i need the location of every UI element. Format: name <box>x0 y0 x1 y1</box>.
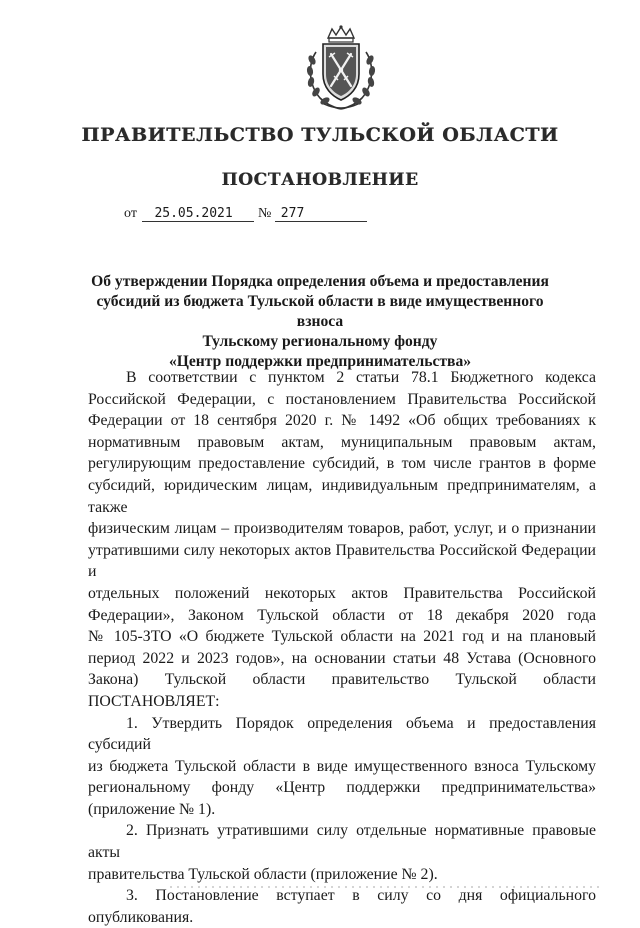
subject-line: «Центр поддержки предпринимательства» <box>168 353 472 370</box>
preamble-line: нормативным правовым актам, муниципальным правовым актам, <box>88 433 596 451</box>
preamble-line: Российской Федерации, с постановлением Правительства Российской <box>88 390 596 408</box>
document-date: 25.05.2021 <box>142 206 254 222</box>
preamble-line: Закона) Тульской области правительство Тульской области <box>88 671 596 689</box>
resolves-line: ПОСТАНОВЛЯЕТ: <box>88 692 220 710</box>
scan-artifact-divider <box>170 884 600 890</box>
document-number: 277 <box>275 206 367 222</box>
organization-title: ПРАВИТЕЛЬСТВО ТУЛЬСКОЙ ОБЛАСТИ <box>81 124 559 146</box>
preamble-line: Федерации от 18 сентября 2020 г. № 1492 «Об общих требованиях к <box>88 412 596 430</box>
item-2-line: правительства Тульской области (приложение № 2). <box>88 865 438 883</box>
item-2-line: 2. Признать утратившими силу отдельные нормативные правовые акты <box>88 822 596 862</box>
preamble-line: регулирующим предоставление субсидий, в том числе грантов в форме <box>88 455 596 473</box>
preamble-line: субсидий, юридическим лицам, индивидуальным предпринимателям, а также <box>88 476 596 516</box>
item-1-line: (приложение № 1). <box>88 800 216 818</box>
subject-line: субсидий из бюджета Тульской области в виде имущественного взноса <box>96 293 544 330</box>
item-1-line: из бюджета Тульской области в виде имущественного взноса Тульскому <box>88 757 596 775</box>
preamble-line: В соответствии с пунктом 2 статьи 78.1 Бюджетного кодекса <box>126 369 596 386</box>
subject-line: Тульскому региональному фонду <box>202 333 438 350</box>
preamble-line: период 2022 и 2023 годов», на основании статьи 48 Устава (Основного <box>88 649 596 667</box>
date-prefix: от <box>124 206 137 221</box>
document-date-number-line <box>124 206 367 222</box>
number-prefix: № <box>257 206 272 221</box>
preamble-line: Федерации», Законом Тульской области от 18 декабря 2020 года <box>88 606 596 624</box>
document-body <box>88 367 596 928</box>
item-3-line: 3. Постановление вступает в силу со дня официального опубликования. <box>88 887 596 926</box>
subject-line: Об утверждении Порядка определения объема и предоставления <box>91 273 549 290</box>
coat-of-arms-emblem <box>298 24 384 112</box>
item-1-line: региональному фонду «Центр поддержки предпринимательства» <box>88 779 596 797</box>
preamble-line: физическим лицам – производителям товаров, работ, услуг, и о признании <box>88 520 596 538</box>
document-subject <box>80 272 560 372</box>
preamble-line: утратившими силу некоторых актов Правительства Российской Федерации и <box>88 541 596 581</box>
preamble-line: отдельных положений некоторых актов Правительства Российской <box>88 584 596 602</box>
preamble-line: № 105-ЗТО «О бюджете Тульской области на 2021 год и на плановый <box>88 628 596 646</box>
item-1-line: 1. Утвердить Порядок определения объема и предоставления субсидий <box>88 714 596 754</box>
document-type-heading: ПОСТАНОВЛЕНИЕ <box>221 170 419 190</box>
